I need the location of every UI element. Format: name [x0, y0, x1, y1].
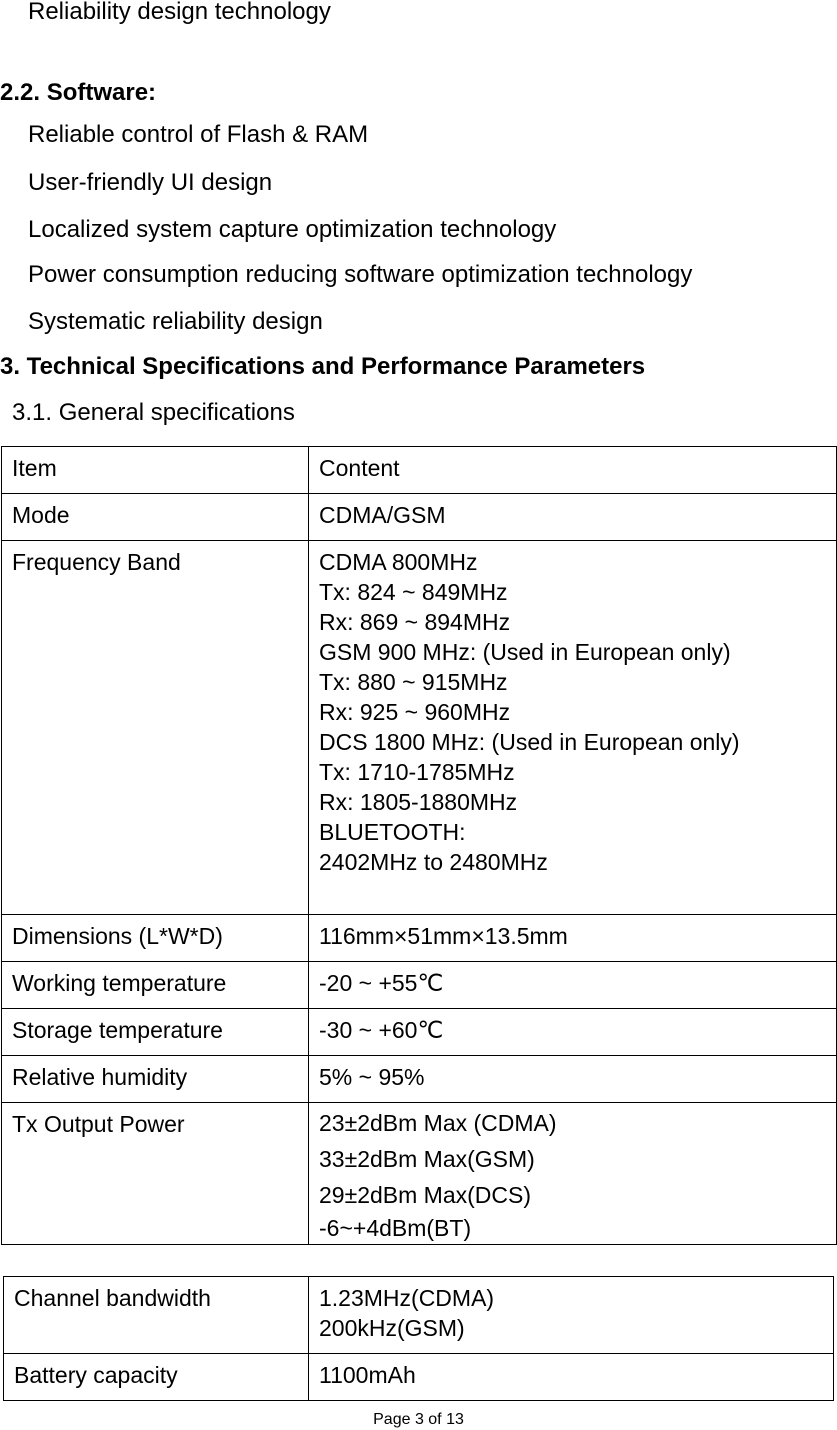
- table-row: [2, 541, 837, 915]
- spec-item-cell: Dimensions (L*W*D): [2, 915, 309, 962]
- spec-item-cell: Frequency Band: [2, 541, 309, 915]
- spec-content-cell: -30 ~ +60℃: [309, 1009, 837, 1056]
- spec-item-cell: Item: [2, 447, 309, 494]
- spec-item-cell: Battery capacity: [4, 1354, 309, 1401]
- table-row: [2, 1009, 837, 1056]
- software-item: User-friendly UI design: [28, 169, 273, 196]
- spec-content-cell: 1.23MHz(CDMA) 200kHz(GSM): [309, 1277, 834, 1354]
- table-row: [2, 915, 837, 962]
- software-item: Localized system capture optimization technology: [28, 216, 557, 243]
- section-subheading: 3.1. General specifications: [12, 399, 295, 426]
- table-row: [2, 447, 837, 494]
- spec-content-cell: CDMA 800MHz Tx: 824 ~ 849MHz Rx: 869 ~ 894MHz GSM 900 MHz: (Used in European only) Tx: 880 ~ 915MHz Rx: 925 ~ 960MHz DCS 1800 MHz: (Used in European only) Tx: 1710-1785MHz Rx: 1805-1880MHz BLUETOOTH: 2402MHz to 2480MHz: [309, 541, 837, 915]
- software-item: Systematic reliability design: [28, 308, 323, 335]
- section-heading: 3. Technical Specifications and Performance Parameters: [0, 353, 646, 380]
- table-row: [2, 962, 837, 1009]
- spec-item-cell: Relative humidity: [2, 1056, 309, 1103]
- spec-item-cell: Working temperature: [2, 962, 309, 1009]
- table-row: [4, 1354, 834, 1401]
- page-number-footer: Page 3 of 13: [373, 1411, 464, 1428]
- spec-content-cell: CDMA/GSM: [309, 494, 837, 541]
- spec-content-cell: 1100mAh: [309, 1354, 834, 1401]
- spec-content-cell: Content: [309, 447, 837, 494]
- table-row: [2, 494, 837, 541]
- table-row: [4, 1277, 834, 1354]
- spec-item-cell: Storage temperature: [2, 1009, 309, 1056]
- top-line-text: Reliability design technology: [28, 0, 331, 25]
- spec-content-cell: -20 ~ +55℃: [309, 962, 837, 1009]
- table-row: [2, 1103, 837, 1245]
- software-item: Reliable control of Flash & RAM: [28, 121, 369, 148]
- general-specifications-table: [1, 446, 837, 1245]
- spec-content-cell: 23±2dBm Max (CDMA) 33±2dBm Max(GSM) 29±2dBm Max(DCS) -6~+4dBm(BT): [309, 1103, 837, 1245]
- software-heading: 2.2. Software:: [0, 79, 157, 106]
- general-specifications-table-continued: [3, 1276, 834, 1401]
- spec-item-cell: Mode: [2, 494, 309, 541]
- software-item: Power consumption reducing software optimization technology: [28, 261, 693, 288]
- table-row: [2, 1056, 837, 1103]
- spec-item-cell: Channel bandwidth: [4, 1277, 309, 1354]
- spec-item-cell: Tx Output Power: [2, 1103, 309, 1245]
- spec-content-cell: 5% ~ 95%: [309, 1056, 837, 1103]
- spec-content-cell: 116mm×51mm×13.5mm: [309, 915, 837, 962]
